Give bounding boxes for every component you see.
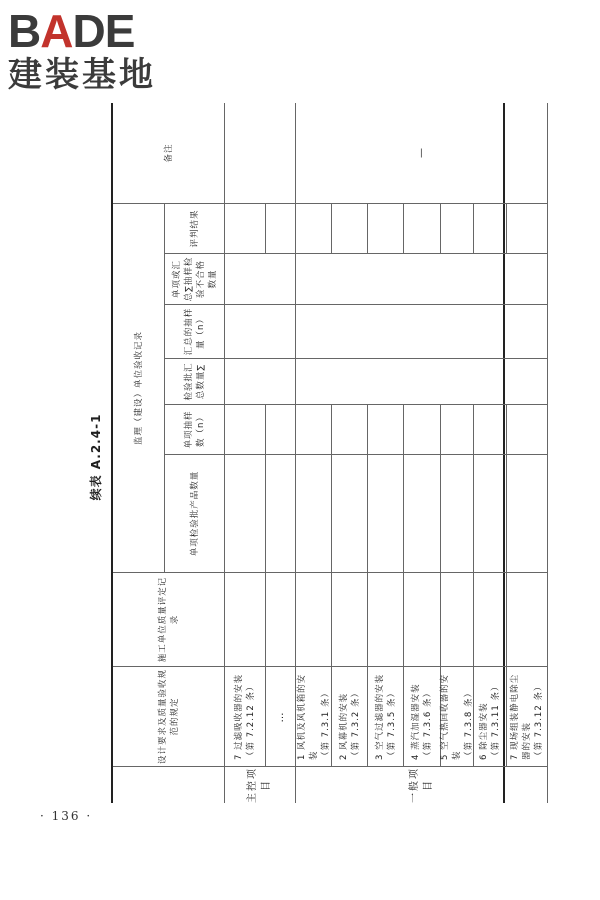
- logo-letter-e: E: [104, 5, 135, 57]
- header-supervisor-record: 监理（建设）单位验收记录: [113, 203, 165, 572]
- logo-chinese: 建装基地: [8, 55, 156, 95]
- row-ref: （第 7.3.1 条）: [320, 687, 331, 760]
- row-ref: （第 7.3.8 条）: [464, 687, 474, 760]
- row-ref: （第 7.3.2 条）: [350, 687, 361, 760]
- row-ellipsis: …: [266, 666, 296, 766]
- row-ref: （第 7.3.6 条）: [423, 687, 433, 760]
- header-sample-count: 单项抽样数（n）: [165, 404, 225, 454]
- header-constructor-record: 施工单位质量评定记录: [113, 572, 225, 666]
- header-category: [113, 766, 225, 803]
- table-row: [404, 666, 441, 766]
- row-title: 6 除尘器安装: [479, 702, 489, 760]
- row-ref: （第 7.2.12 条）: [246, 681, 256, 760]
- table-row: [332, 666, 368, 766]
- rotated-table-page: [87, 95, 544, 807]
- header-design-requirement: 设计要求及质量验收规范的规定: [113, 666, 225, 766]
- acceptance-table: [111, 103, 544, 803]
- table-caption: 续表 A.2.4-1: [89, 413, 103, 501]
- header-result: 评判结果: [165, 203, 225, 253]
- row-title: 2 风幕机的安装: [338, 692, 349, 760]
- logo-letter-d: D: [72, 5, 105, 57]
- row-title: 5 空气热回收器的安装: [440, 673, 462, 760]
- row-ref: （第 7.3.12 条）: [534, 681, 544, 760]
- logo-letter-a: A: [40, 5, 73, 57]
- section-main-control: 主控项目: [225, 766, 296, 803]
- section-general: 一般项目: [296, 766, 548, 803]
- header-total-quantity: 检验批汇总数量∑: [165, 358, 225, 404]
- logo-wordmark: [8, 6, 178, 56]
- table-row: [474, 666, 507, 766]
- page-number: · 136 ·: [40, 809, 93, 823]
- logo-letter-b: B: [8, 5, 41, 57]
- header-batch-quantity: 单项检验批产品数量: [165, 454, 225, 572]
- row-title: 4 蒸汽加湿器安装: [411, 683, 421, 760]
- table-row: [441, 666, 474, 766]
- header-remark: 备注: [113, 103, 225, 203]
- site-logo: [8, 6, 178, 94]
- row-title: 1 风机及风机箱的安装: [296, 673, 319, 760]
- table-row: [368, 666, 404, 766]
- row-ref: （第 7.3.11 条）: [491, 681, 501, 760]
- general-remark: —: [296, 103, 548, 203]
- row-title: 7 现场组装静电除尘器的安装: [510, 673, 532, 760]
- row-title: 3 空气过滤器的安装: [374, 673, 385, 760]
- row-title: 7 过滤吸收器的安装: [234, 673, 244, 760]
- table-row: [296, 666, 332, 766]
- row-ref: （第 7.3.5 条）: [386, 687, 397, 760]
- header-unqualified-count: 单项或汇总∑抽样检验不合格数量: [165, 253, 225, 304]
- table-row: [225, 666, 266, 766]
- header-total-sample: 汇总的抽样量（n）: [165, 304, 225, 358]
- table-row: [507, 666, 548, 766]
